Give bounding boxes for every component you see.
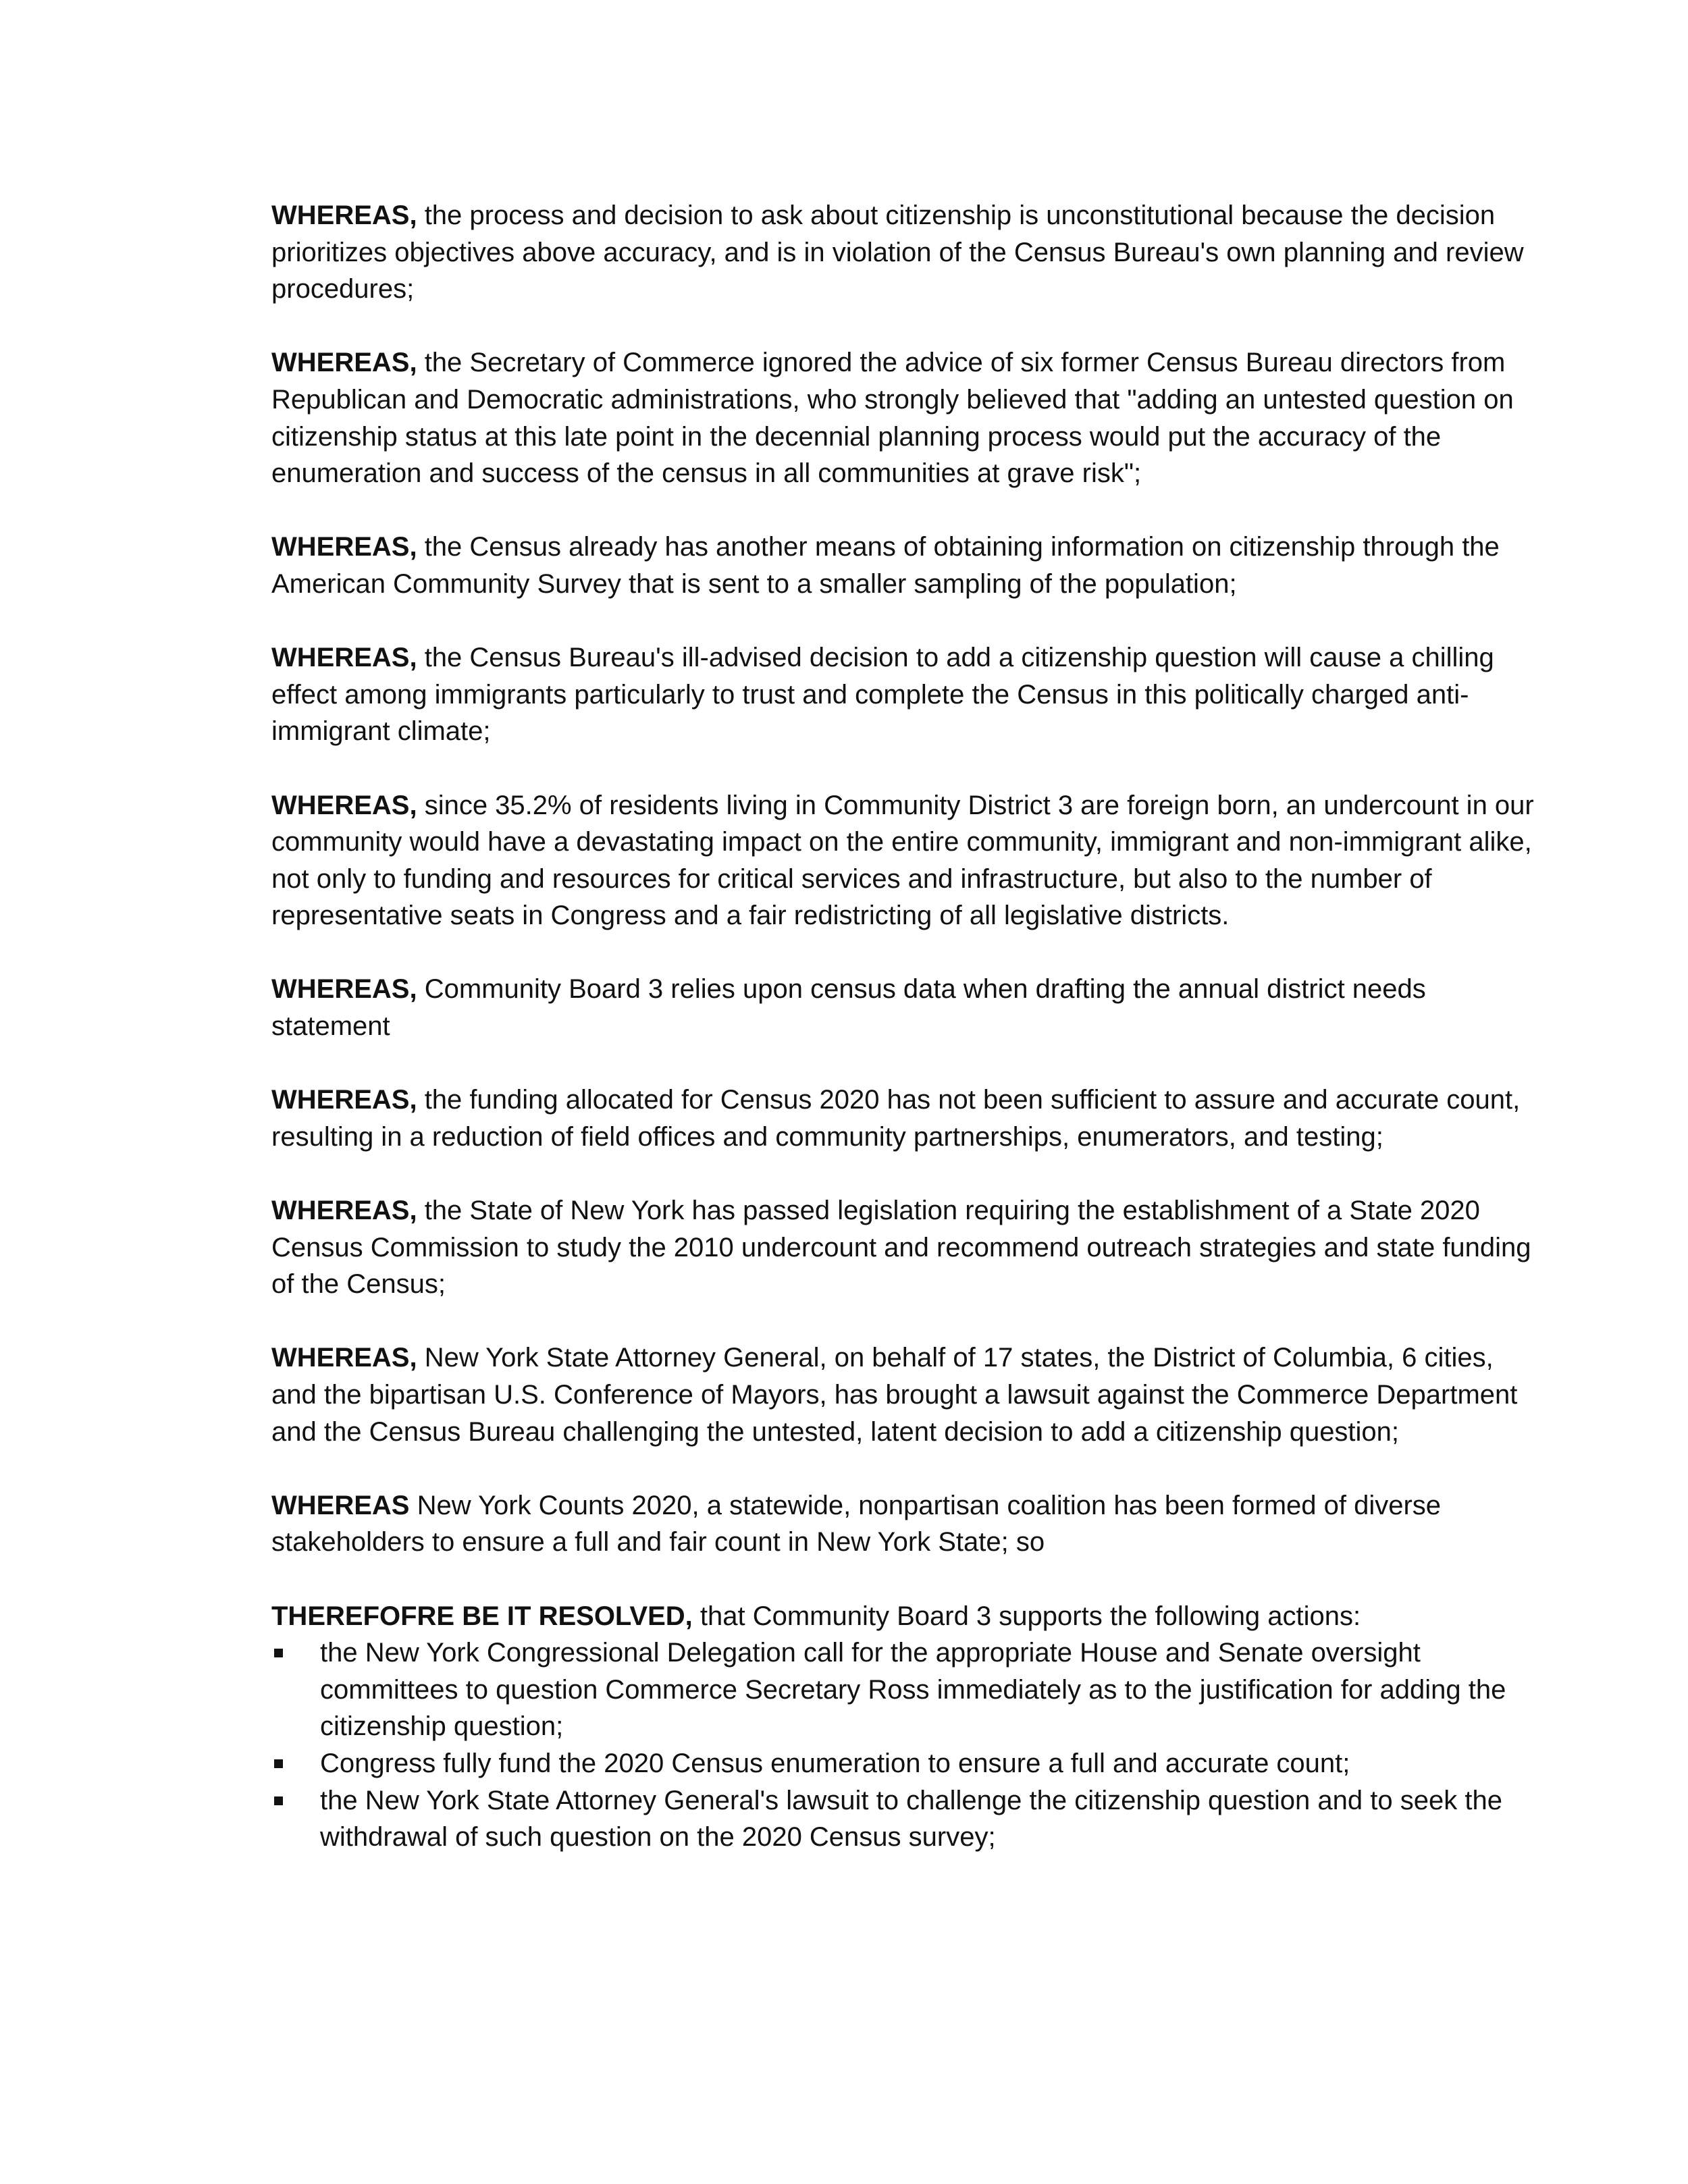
whereas-lead: WHEREAS,	[271, 201, 417, 230]
list-item-text: Congress fully fund the 2020 Census enumeration to ensure a full and accurate count;	[320, 1748, 1350, 1778]
whereas-paragraph	[271, 1082, 1541, 1155]
whereas-text: Community Board 3 relies upon census data when drafting the annual district needs statement	[271, 974, 1426, 1042]
resolved-text: that Community Board 3 supports the following actions:	[692, 1601, 1361, 1631]
whereas-text: since 35.2% of residents living in Community District 3 are foreign born, an undercount in our community would have a devastating impact on the entire community, immigrant and non-immigrant alike, not only to funding and resources for critical services and infrastructure, but also to the number of representative seats in Congress and a fair redistricting of all legislative districts.	[271, 790, 1534, 931]
resolution-body	[271, 197, 1541, 1856]
whereas-lead: WHEREAS,	[271, 643, 417, 673]
whereas-text: the process and decision to ask about citizenship is unconstitutional because the decision prioritizes objectives above accuracy, and is in violation of the Census Bureau's own planning and review procedures;	[271, 201, 1524, 304]
whereas-paragraph	[271, 197, 1541, 308]
whereas-paragraph	[271, 639, 1541, 750]
whereas-text: the Census already has another means of obtaining information on citizenship through the American Community Survey that is sent to a smaller sampling of the population;	[271, 532, 1500, 599]
whereas-lead: WHEREAS,	[271, 1343, 417, 1373]
square-bullet-icon	[274, 1649, 283, 1657]
whereas-lead: WHEREAS,	[271, 532, 417, 562]
whereas-text: New York State Attorney General, on behalf of 17 states, the District of Columbia, 6 cities, and the bipartisan U.S. Conference of Mayors, has brought a lawsuit against the Commerce Department and the Census Bureau challenging the untested, latent decision to add a citizenship question;	[271, 1343, 1518, 1447]
whereas-lead: WHEREAS,	[271, 1196, 417, 1226]
actions-list	[271, 1634, 1541, 1856]
whereas-lead: WHEREAS,	[271, 974, 417, 1005]
whereas-text: New York Counts 2020, a statewide, nonpartisan coalition has been formed of diverse stakeholders to ensure a full and fair count in New York State; so	[271, 1490, 1442, 1557]
whereas-paragraph	[271, 1192, 1541, 1303]
resolved-clause	[271, 1598, 1541, 1635]
whereas-text: the funding allocated for Census 2020 has not been sufficient to assure and accurate count, resulting in a reduction of field offices and community partnerships, enumerators, and testing;	[271, 1085, 1521, 1152]
square-bullet-icon	[274, 1796, 283, 1805]
whereas-paragraph	[271, 787, 1541, 934]
list-item-text: the New York Congressional Delegation call for the appropriate House and Senate oversight committees to question Commerce Secretary Ross immediately as to the justification for adding the citizenship question;	[320, 1638, 1506, 1742]
resolved-lead: THEREFOFRE BE IT RESOLVED,	[271, 1601, 693, 1631]
list-item	[271, 1634, 1541, 1745]
whereas-lead: WHEREAS,	[271, 1085, 417, 1115]
list-item-text: the New York State Attorney General's lawsuit to challenge the citizenship question and to seek the withdrawal of such question on the 2020 Census survey;	[320, 1785, 1502, 1853]
whereas-lead: WHEREAS,	[271, 348, 417, 378]
whereas-paragraph	[271, 971, 1541, 1044]
whereas-paragraph	[271, 1339, 1541, 1450]
whereas-text: the Secretary of Commerce ignored the advice of six former Census Bureau directors from Republican and Democratic administrations, who strongly believed that "adding an untested question on citizenship status at this late point in the decennial planning process would put the accuracy of the enumeration and success of the census in all communities at grave risk";	[271, 348, 1514, 489]
whereas-paragraph	[271, 1487, 1541, 1561]
whereas-lead: WHEREAS	[271, 1490, 410, 1520]
whereas-paragraph	[271, 529, 1541, 602]
whereas-text: the State of New York has passed legislation requiring the establishment of a State 2020 Census Commission to study the 2010 undercount and recommend outreach strategies and state funding of the Census;	[271, 1196, 1531, 1300]
whereas-text: the Census Bureau's ill-advised decision to add a citizenship question will cause a chilling effect among immigrants particularly to trust and complete the Census in this politically charged anti-immigrant climate;	[271, 643, 1494, 747]
whereas-paragraph	[271, 344, 1541, 491]
whereas-lead: WHEREAS,	[271, 790, 417, 820]
square-bullet-icon	[274, 1759, 283, 1768]
list-item	[271, 1782, 1541, 1856]
list-item	[271, 1745, 1541, 1782]
